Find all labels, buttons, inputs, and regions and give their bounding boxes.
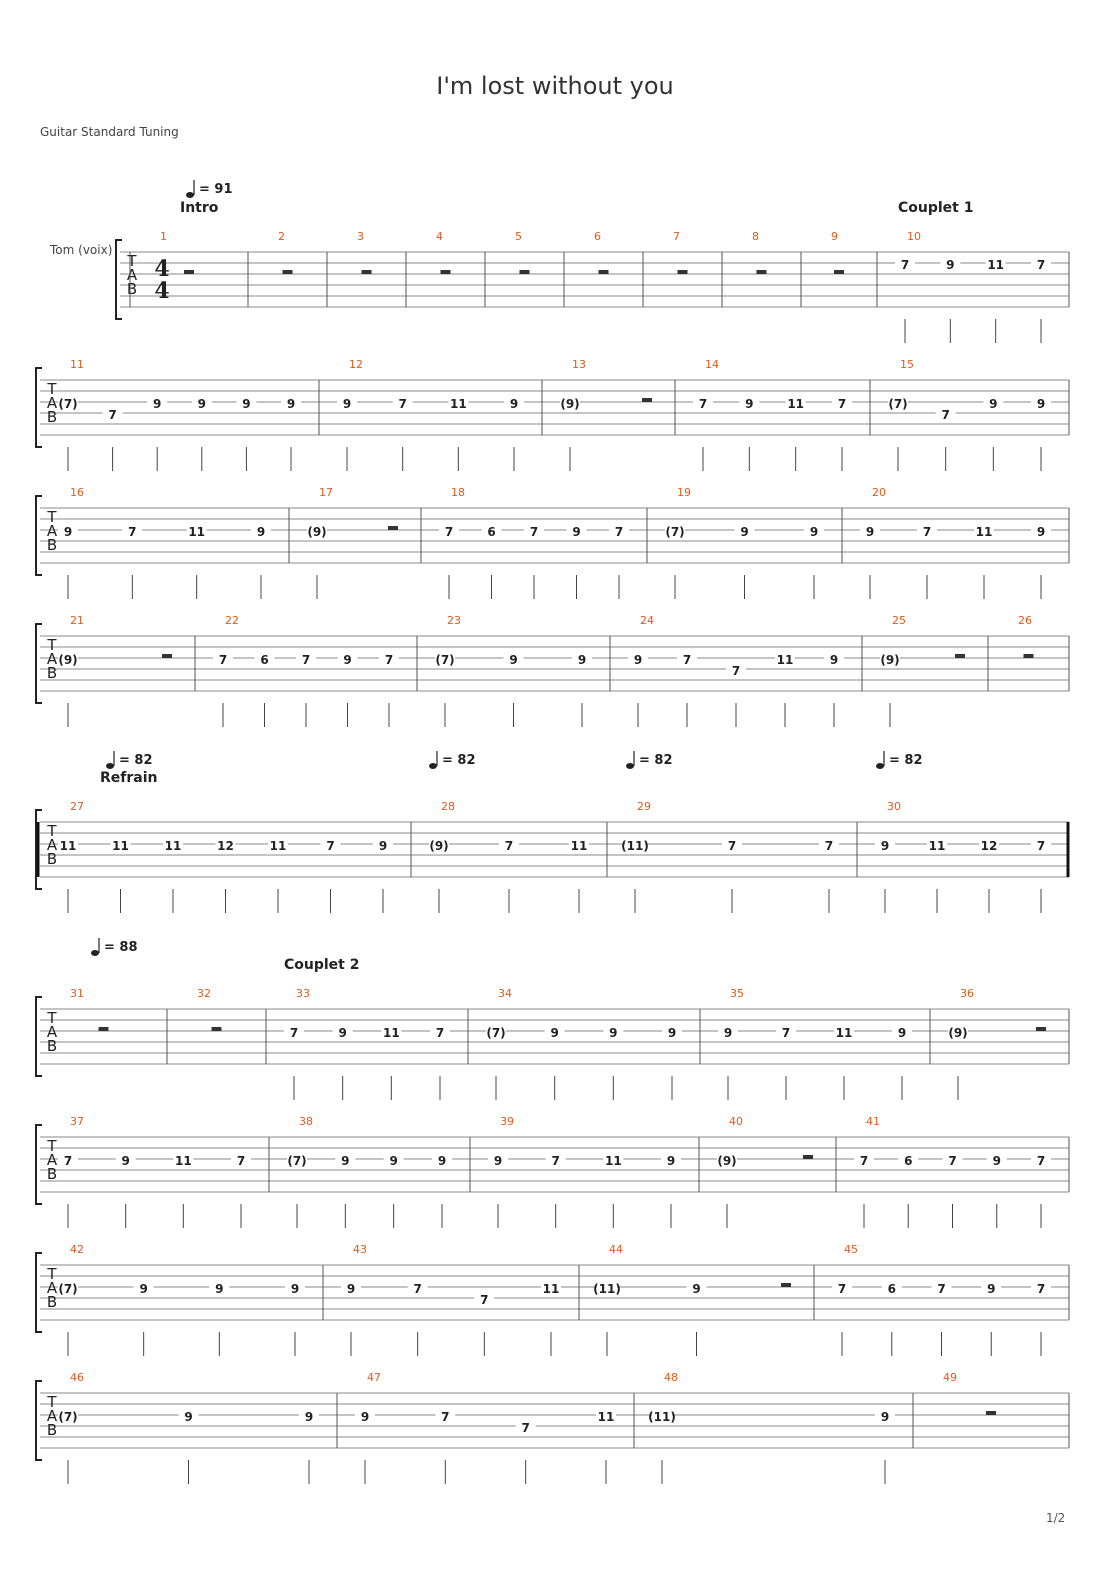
tab-clef-letter: A: [126, 266, 138, 284]
measure-number: 38: [299, 1115, 313, 1128]
tab-clef-letter: B: [46, 664, 58, 682]
tempo-marking: = 82: [889, 753, 923, 768]
fret-number: 9: [437, 1154, 447, 1168]
fret-number: 11: [382, 1026, 400, 1040]
fret-number: 9: [378, 839, 388, 853]
staff-system: [36, 368, 1069, 471]
fret-number: 11: [188, 525, 206, 539]
fret-number: 9: [184, 1410, 193, 1424]
fret-number: 11: [59, 839, 77, 853]
measure-number: 48: [664, 1371, 678, 1384]
fret-number: 9: [242, 397, 251, 411]
fret-number: (11): [621, 839, 649, 853]
fret-number: 9: [63, 525, 73, 539]
quarter-note-icon: [186, 192, 194, 198]
half-rest: [781, 1283, 791, 1287]
tab-clef-letter: T: [127, 252, 137, 270]
half-rest: [678, 270, 688, 274]
fret-number: 7: [236, 1154, 246, 1168]
tab-clef-letter: A: [46, 650, 58, 668]
quarter-note-icon: [429, 763, 437, 769]
fret-number: 7: [900, 258, 910, 272]
fret-number: 11: [174, 1154, 192, 1168]
measure-number: 18: [451, 486, 465, 499]
quarter-note-icon: [626, 763, 634, 769]
half-rest: [955, 654, 965, 658]
tab-clef-letter: A: [46, 1279, 58, 1297]
fret-number: 11: [975, 525, 993, 539]
fret-number: (9): [429, 839, 449, 853]
time-signature-bottom: 4: [154, 278, 170, 304]
page-number: 1/2: [1046, 1511, 1066, 1525]
fret-number: 9: [215, 1282, 224, 1296]
fret-number: 9: [342, 397, 352, 411]
tab-clef-letter: A: [46, 1151, 58, 1169]
fret-number: 9: [360, 1410, 370, 1424]
fret-number: 9: [509, 653, 518, 667]
tab-clef-letter: T: [47, 636, 57, 654]
measure-number: 9: [831, 230, 838, 243]
fret-number: 9: [577, 653, 587, 667]
half-rest: [441, 270, 451, 274]
half-rest: [1036, 1027, 1046, 1031]
fret-number: 9: [723, 1026, 733, 1040]
fret-number: 7: [444, 525, 454, 539]
fret-number: 9: [633, 653, 643, 667]
fret-number: 11: [269, 839, 287, 853]
measure-number: 11: [70, 358, 84, 371]
measure-number: 32: [197, 987, 211, 1000]
fret-number: 9: [197, 397, 206, 411]
tab-clef-letter: B: [46, 1037, 58, 1055]
fret-number: 9: [346, 1282, 356, 1296]
fret-number: (9): [880, 653, 900, 667]
measure-number: 30: [887, 800, 901, 813]
fret-number: 11: [604, 1154, 622, 1168]
fret-number: 6: [887, 1282, 896, 1296]
fret-number: 9: [343, 653, 352, 667]
tab-clef-letter: B: [46, 408, 58, 426]
fret-number: 11: [835, 1026, 853, 1040]
time-signature-top: 4: [154, 256, 170, 282]
fret-number: 7: [384, 653, 394, 667]
fret-number: 9: [987, 1282, 996, 1296]
measure-number: 37: [70, 1115, 84, 1128]
fret-number: 9: [389, 1154, 398, 1168]
fret-number: 9: [829, 653, 839, 667]
tab-clef-letter: T: [47, 1393, 57, 1411]
measure-number: 13: [572, 358, 586, 371]
fret-number: (9): [948, 1026, 968, 1040]
fret-number: 7: [1036, 1154, 1046, 1168]
staff-system: [36, 624, 1069, 727]
fret-number: 11: [987, 258, 1005, 272]
section-label: Intro: [180, 200, 219, 216]
fret-number: 7: [504, 839, 514, 853]
fret-number: 7: [941, 408, 950, 422]
half-rest: [162, 654, 172, 658]
fret-number: 7: [529, 525, 539, 539]
fret-number: 7: [781, 1026, 791, 1040]
quarter-note-icon: [106, 763, 114, 769]
fret-number: 7: [326, 839, 335, 853]
fret-number: 9: [666, 1154, 676, 1168]
measure-number: 7: [673, 230, 680, 243]
fret-number: 7: [727, 839, 737, 853]
fret-number: 11: [597, 1410, 615, 1424]
staff-system: [36, 997, 1069, 1100]
measure-number: 8: [752, 230, 759, 243]
fret-number: 7: [289, 1026, 299, 1040]
measure-number: 49: [943, 1371, 957, 1384]
measure-number: 20: [872, 486, 886, 499]
staff-system: [116, 240, 1069, 343]
measure-number: 23: [447, 614, 461, 627]
fret-number: 9: [609, 1026, 618, 1040]
fret-number: 12: [980, 839, 998, 853]
measure-number: 2: [278, 230, 285, 243]
fret-number: 7: [128, 525, 137, 539]
fret-number: 7: [413, 1282, 422, 1296]
tab-clef-letter: A: [46, 522, 58, 540]
fret-number: (9): [307, 525, 327, 539]
tempo-marking: = 82: [442, 753, 476, 768]
fret-number: 11: [112, 839, 129, 853]
fret-number: 6: [260, 653, 269, 667]
staff-system: [36, 1381, 1069, 1484]
fret-number: 7: [837, 397, 847, 411]
measure-number: 4: [436, 230, 443, 243]
fret-number: (11): [593, 1282, 621, 1296]
measure-number: 46: [70, 1371, 84, 1384]
measure-number: 22: [225, 614, 239, 627]
measure-number: 15: [900, 358, 914, 371]
tempo-marking: = 91: [199, 182, 233, 197]
instrument-label: Tom (voix): [50, 243, 113, 257]
fret-number: 6: [487, 525, 496, 539]
fret-number: 9: [897, 1026, 907, 1040]
fret-number: 7: [1036, 258, 1046, 272]
tab-clef-letter: B: [46, 536, 58, 554]
staff-system: [36, 496, 1069, 599]
fret-number: 7: [837, 1282, 847, 1296]
measure-number: 47: [367, 1371, 381, 1384]
fret-number: 9: [572, 525, 581, 539]
fret-number: 9: [121, 1154, 130, 1168]
fret-number: 6: [904, 1154, 913, 1168]
tab-clef-letter: A: [46, 1023, 58, 1041]
fret-number: (7): [486, 1026, 506, 1040]
page-title: I'm lost without you: [436, 72, 674, 100]
fret-number: 7: [731, 664, 741, 678]
fret-number: 7: [682, 653, 692, 667]
measure-number: 31: [70, 987, 84, 1000]
measure-number: 35: [730, 987, 744, 1000]
fret-number: 9: [493, 1154, 503, 1168]
measure-number: 34: [498, 987, 512, 1000]
fret-number: 7: [108, 408, 117, 422]
tab-clef-letter: B: [46, 850, 58, 868]
section-label: Couplet 2: [284, 957, 360, 973]
fret-number: 9: [153, 397, 162, 411]
half-rest: [599, 270, 609, 274]
fret-number: 7: [859, 1154, 869, 1168]
staff-system: [36, 810, 1069, 913]
measure-number: 33: [296, 987, 310, 1000]
fret-number: 9: [880, 839, 890, 853]
measure-number: 39: [500, 1115, 514, 1128]
fret-number: 9: [989, 397, 998, 411]
tempo-marking: = 82: [119, 753, 153, 768]
measure-number: 16: [70, 486, 84, 499]
fret-number: 9: [338, 1026, 347, 1040]
fret-number: 9: [550, 1026, 559, 1040]
measure-number: 6: [594, 230, 601, 243]
half-rest: [1024, 654, 1034, 658]
measure-number: 21: [70, 614, 84, 627]
fret-number: 9: [992, 1154, 1001, 1168]
quarter-note-icon: [876, 763, 884, 769]
fret-number: 7: [551, 1154, 560, 1168]
fret-number: 7: [521, 1421, 530, 1435]
fret-number: 7: [480, 1293, 489, 1307]
fret-number: 7: [1036, 1282, 1046, 1296]
half-rest: [99, 1027, 109, 1031]
measure-number: 17: [319, 486, 333, 499]
fret-number: (7): [58, 1282, 78, 1296]
measure-number: 40: [729, 1115, 743, 1128]
fret-number: 9: [290, 1282, 300, 1296]
fret-number: 7: [922, 525, 932, 539]
tab-clef-letter: B: [46, 1293, 58, 1311]
staff-system: [36, 1253, 1069, 1356]
fret-number: 7: [441, 1410, 450, 1424]
fret-number: 9: [509, 397, 519, 411]
half-rest: [184, 270, 194, 274]
measure-number: 28: [441, 800, 455, 813]
fret-number: 9: [745, 397, 754, 411]
fret-number: 11: [776, 653, 794, 667]
tab-clef-letter: T: [47, 1009, 57, 1027]
fret-number: 9: [256, 525, 266, 539]
fret-number: 7: [614, 525, 624, 539]
fret-number: 7: [824, 839, 834, 853]
tab-clef-letter: A: [46, 394, 58, 412]
tab-clef-letter: T: [47, 508, 57, 526]
measure-number: 27: [70, 800, 84, 813]
half-rest: [520, 270, 530, 274]
measure-number: 3: [357, 230, 364, 243]
section-label: Refrain: [100, 770, 158, 786]
measure-number: 45: [844, 1243, 858, 1256]
tab-clef-letter: T: [47, 1265, 57, 1283]
fret-number: (11): [648, 1410, 676, 1424]
fret-number: 12: [217, 839, 234, 853]
fret-number: 9: [139, 1282, 148, 1296]
section-label: Couplet 1: [898, 200, 974, 216]
fret-number: 11: [449, 397, 467, 411]
fret-number: 9: [341, 1154, 350, 1168]
tab-clef-letter: T: [47, 1137, 57, 1155]
measure-number: 41: [866, 1115, 880, 1128]
half-rest: [642, 398, 652, 402]
measure-number: 29: [637, 800, 651, 813]
fret-number: 11: [542, 1282, 560, 1296]
fret-number: 7: [63, 1154, 73, 1168]
measure-number: 19: [677, 486, 691, 499]
fret-number: 9: [286, 397, 296, 411]
fret-number: 9: [740, 525, 749, 539]
fret-number: 7: [948, 1154, 957, 1168]
measure-number: 10: [907, 230, 921, 243]
half-rest: [757, 270, 767, 274]
fret-number: 9: [865, 525, 875, 539]
fret-number: (7): [58, 1410, 78, 1424]
fret-number: (9): [58, 653, 78, 667]
half-rest: [388, 526, 398, 530]
fret-number: (7): [665, 525, 685, 539]
measure-number: 43: [353, 1243, 367, 1256]
fret-number: 11: [928, 839, 946, 853]
fret-number: (7): [888, 397, 908, 411]
fret-number: 7: [435, 1026, 445, 1040]
fret-number: (7): [435, 653, 455, 667]
measure-number: 14: [705, 358, 719, 371]
fret-number: 7: [937, 1282, 946, 1296]
fret-number: 7: [301, 653, 311, 667]
half-rest: [986, 1411, 996, 1415]
fret-number: 7: [698, 397, 708, 411]
fret-number: 11: [164, 839, 182, 853]
measure-number: 1: [160, 230, 167, 243]
measure-number: 44: [609, 1243, 623, 1256]
measure-number: 26: [1018, 614, 1032, 627]
fret-number: 7: [1036, 839, 1046, 853]
fret-number: 9: [692, 1282, 701, 1296]
measure-number: 24: [640, 614, 654, 627]
fret-number: 9: [1036, 525, 1046, 539]
tab-clef-letter: T: [47, 380, 57, 398]
tab-clef-letter: B: [126, 280, 138, 298]
fret-number: 9: [1036, 397, 1046, 411]
fret-number: 9: [946, 258, 955, 272]
tab-clef-letter: T: [47, 822, 57, 840]
measure-number: 42: [70, 1243, 84, 1256]
fret-number: (9): [717, 1154, 737, 1168]
fret-number: 7: [398, 397, 407, 411]
fret-number: 11: [570, 839, 588, 853]
measure-number: 5: [515, 230, 522, 243]
fret-number: (7): [58, 397, 78, 411]
half-rest: [803, 1155, 813, 1159]
fret-number: 11: [787, 397, 805, 411]
fret-number: 9: [880, 1410, 890, 1424]
tab-clef-letter: B: [46, 1165, 58, 1183]
fret-number: (7): [287, 1154, 307, 1168]
half-rest: [283, 270, 293, 274]
half-rest: [834, 270, 844, 274]
measure-number: 36: [960, 987, 974, 1000]
fret-number: (9): [560, 397, 580, 411]
half-rest: [362, 270, 372, 274]
tab-clef-letter: A: [46, 1407, 58, 1425]
tempo-marking: = 88: [104, 940, 138, 955]
fret-number: 9: [809, 525, 819, 539]
staff-system: [36, 1125, 1069, 1228]
measure-number: 12: [349, 358, 363, 371]
quarter-note-icon: [91, 950, 99, 956]
half-rest: [212, 1027, 222, 1031]
tempo-marking: = 82: [639, 753, 673, 768]
measure-number: 25: [892, 614, 906, 627]
fret-number: 7: [218, 653, 228, 667]
fret-number: 9: [667, 1026, 677, 1040]
tuning-label: Guitar Standard Tuning: [40, 125, 179, 139]
tab-clef-letter: B: [46, 1421, 58, 1439]
tab-clef-letter: A: [46, 836, 58, 854]
fret-number: 9: [304, 1410, 314, 1424]
